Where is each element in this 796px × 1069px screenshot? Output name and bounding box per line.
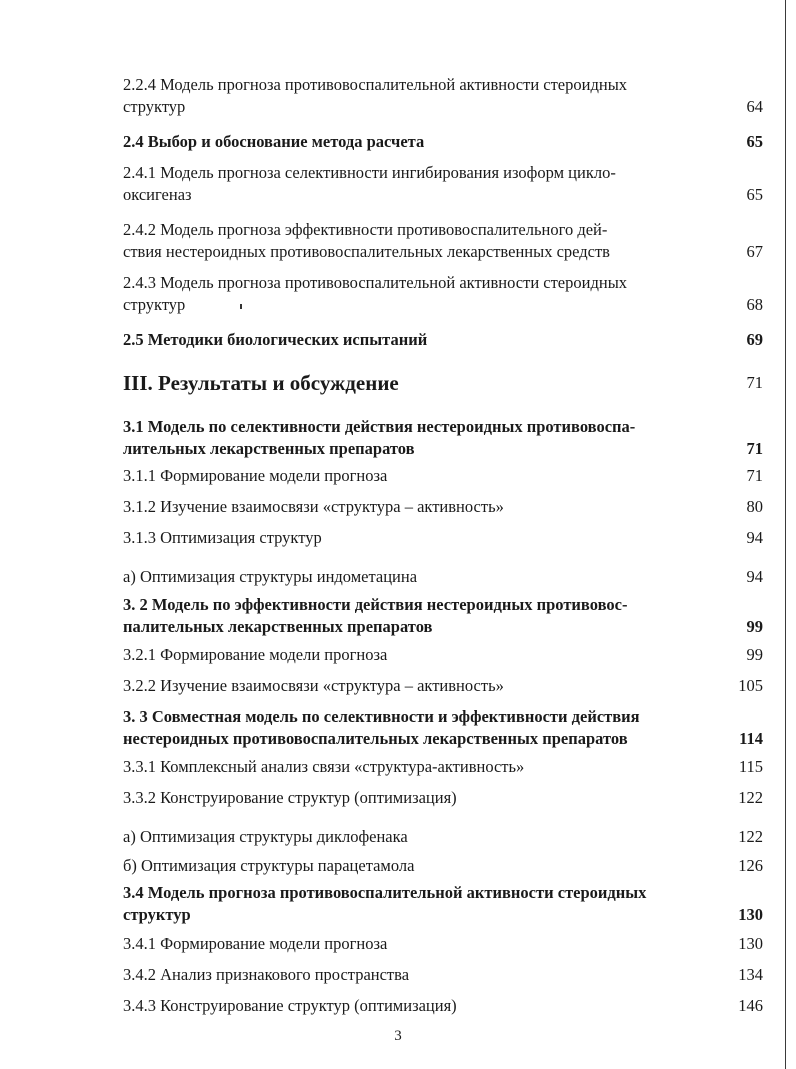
toc-entry xyxy=(123,826,763,848)
toc-entry-title: структур xyxy=(123,97,186,116)
toc-chapter xyxy=(123,370,763,396)
toc-entry-page: 65 xyxy=(746,132,763,151)
toc-entry xyxy=(123,416,763,462)
toc-entry-title: 3.4 Модель прогноза противовоспалительной активности стероидных xyxy=(123,883,647,902)
toc-entry-page: 105 xyxy=(738,676,763,695)
scan-speck xyxy=(240,304,242,309)
toc-entry xyxy=(123,787,763,809)
toc-entry xyxy=(123,272,763,318)
toc-entry xyxy=(123,329,763,351)
toc-entry-page: 67 xyxy=(746,242,763,261)
toc-entry-page: 99 xyxy=(746,645,763,664)
toc-entry-title: 2.4.1 Модель прогноза селективности ингибирования изоформ цикло- xyxy=(123,163,616,182)
toc-entry-title: 3.1.2 Изучение взаимосвязи «структура – активность» xyxy=(123,497,504,516)
toc-entry-page: 68 xyxy=(746,295,763,314)
toc-entry-page: 94 xyxy=(746,567,763,586)
toc-entry-page: 122 xyxy=(738,788,763,807)
toc-entry xyxy=(123,131,763,153)
toc-entry-page: 130 xyxy=(738,934,763,953)
page-number: 3 xyxy=(394,1028,402,1044)
toc-entry-title: 3. 2 Модель по эффективности действия нестероидных противовос- xyxy=(123,595,628,614)
toc-entry-title: 2.2.4 Модель прогноза противовоспалительной активности стероидных xyxy=(123,75,628,94)
toc-entry xyxy=(123,756,763,778)
toc-entry-page: 94 xyxy=(746,528,763,547)
toc-entry-page: 71 xyxy=(746,466,763,485)
toc-entry xyxy=(123,527,763,549)
toc-entry-page: 80 xyxy=(746,497,763,516)
toc-entry xyxy=(123,162,763,208)
toc-entry-page: 69 xyxy=(746,330,763,349)
toc-entry xyxy=(123,219,763,265)
toc-entry-title: нестероидных противовоспалительных лекарственных препаратов xyxy=(123,729,628,748)
toc-entry-title: 2.4.3 Модель прогноза противовоспалительной активности стероидных xyxy=(123,273,628,292)
toc-entry xyxy=(123,882,763,928)
toc-entry-page: 71 xyxy=(746,373,763,392)
toc-entry-title: 3.1.3 Оптимизация структур xyxy=(123,528,322,547)
toc-entry xyxy=(123,675,763,697)
toc-entry-title: 3.3.1 Комплексный анализ связи «структура-активность» xyxy=(123,757,525,776)
scan-edge-line xyxy=(785,0,786,1069)
toc-entry xyxy=(123,74,763,120)
toc-entry-title: палительных лекарственных препаратов xyxy=(123,617,433,636)
toc-entry-title: 3.3.2 Конструирование структур (оптимизация) xyxy=(123,788,457,807)
toc-entry-page: 114 xyxy=(739,729,763,748)
toc-entry-title: структур xyxy=(123,905,191,924)
toc-entry-page: 65 xyxy=(746,185,763,204)
toc-entry-title: б) Оптимизация структуры парацетамола xyxy=(123,856,415,875)
toc-entry-title: 2.4.2 Модель прогноза эффективности противовоспалительного дей- xyxy=(123,220,608,239)
toc-entry xyxy=(123,964,763,986)
toc-entry-title: 3.4.3 Конструирование структур (оптимизация) xyxy=(123,996,457,1015)
toc-entry-title: 3. 3 Совместная модель по селективности и эффективности действия xyxy=(123,707,640,726)
toc-entry-title: 2.4 Выбор и обоснование метода расчета xyxy=(123,132,425,151)
toc-entry xyxy=(123,594,763,640)
toc-entry-page: 126 xyxy=(738,856,763,875)
toc-entry-title: 3.2.2 Изучение взаимосвязи «структура – активность» xyxy=(123,676,504,695)
toc-entry-page: 115 xyxy=(738,757,763,776)
toc-entry-title: а) Оптимизация структуры диклофенака xyxy=(123,827,408,846)
toc-entry xyxy=(123,566,763,588)
toc-entry xyxy=(123,855,763,877)
toc-entry-title: оксигеназ xyxy=(123,185,192,204)
toc-entry-title: ствия нестероидных противовоспалительных лекарственных средств xyxy=(123,242,610,261)
toc-entry-title: 3.1 Модель по селективности действия нестероидных противовоспа- xyxy=(123,417,636,436)
toc-entry xyxy=(123,465,763,487)
toc-entry-page: 134 xyxy=(738,965,763,984)
toc-entry-title: 3.2.1 Формирование модели прогноза xyxy=(123,645,388,664)
toc-entry-title: 3.1.1 Формирование модели прогноза xyxy=(123,466,388,485)
toc-entry-page: 122 xyxy=(738,827,763,846)
toc-entry xyxy=(123,706,763,752)
toc-entry-title: 2.5 Методики биологических испытаний xyxy=(123,330,428,349)
toc-entry-title: лительных лекарственных препаратов xyxy=(123,439,415,458)
toc-entry-page: 64 xyxy=(746,97,763,116)
toc-entry-page: 71 xyxy=(746,439,763,458)
toc-entry xyxy=(123,933,763,955)
toc-entry-page: 130 xyxy=(738,905,763,924)
toc-entry-title: 3.4.2 Анализ признакового пространства xyxy=(123,965,410,984)
toc-entry-page: 99 xyxy=(746,617,763,636)
toc-entry xyxy=(123,995,763,1017)
toc-entry-page: 146 xyxy=(738,996,763,1015)
toc-entry-title: III. Результаты и обсуждение xyxy=(123,371,399,395)
toc-entry xyxy=(123,644,763,666)
toc-entry xyxy=(123,496,763,518)
toc-entry-title: структур xyxy=(123,295,186,314)
toc-entry-title: а) Оптимизация структуры индометацина xyxy=(123,567,418,586)
toc-entry-title: 3.4.1 Формирование модели прогноза xyxy=(123,934,388,953)
